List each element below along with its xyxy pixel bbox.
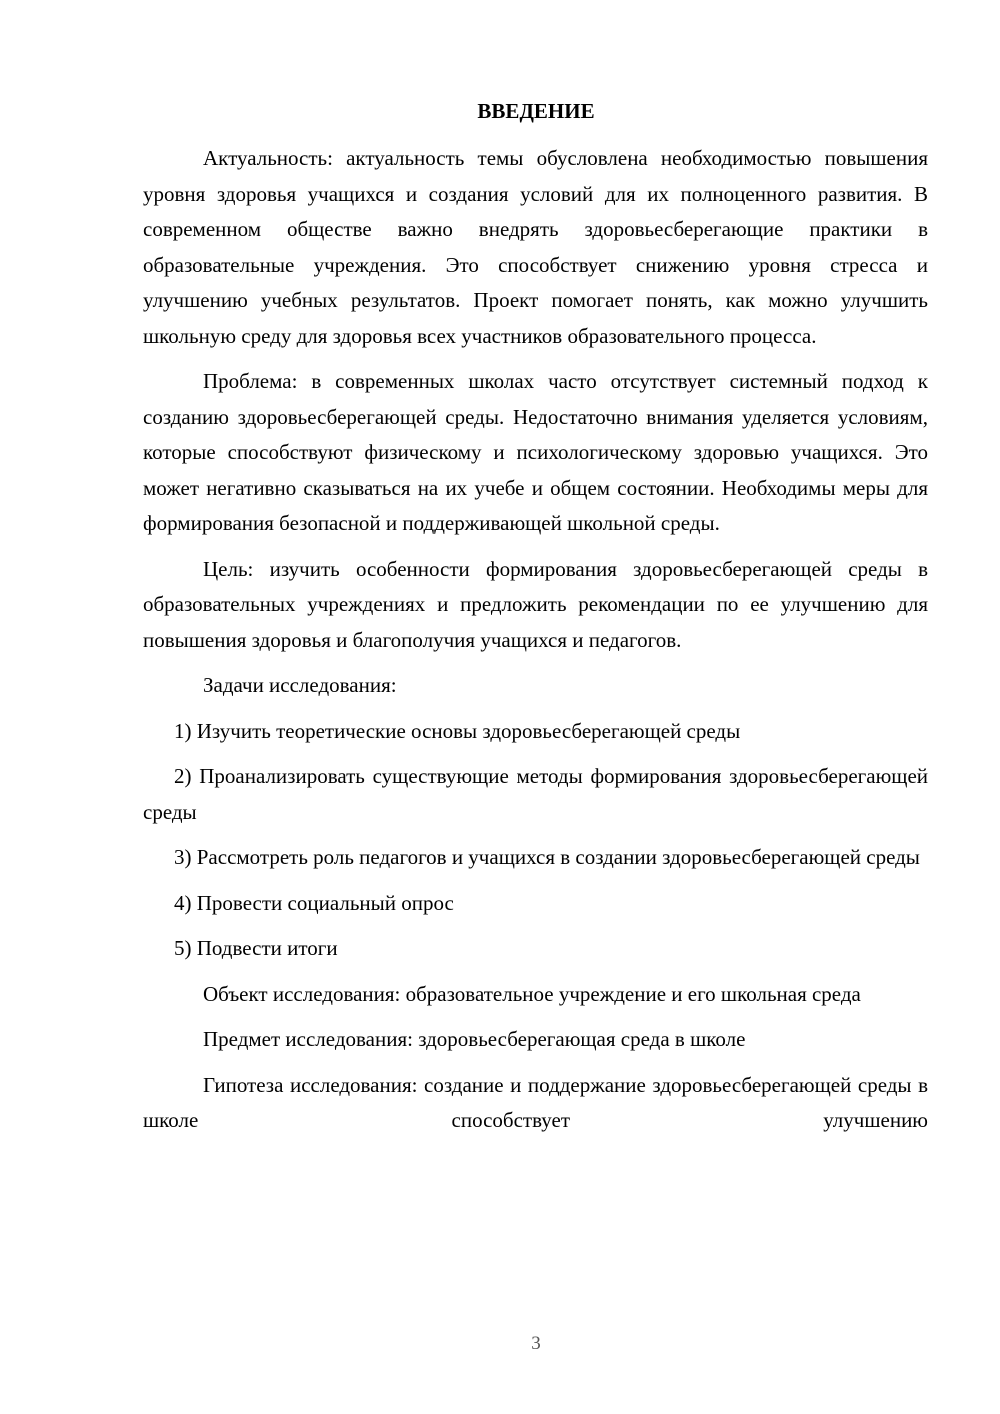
- task-item-3: 3) Рассмотреть роль педагогов и учащихся в создании здоровьесберегающей среды: [174, 845, 920, 869]
- page-number: 3: [531, 1333, 541, 1354]
- object-paragraph: Объект исследования: образовательное учреждение и его школьная среда: [203, 981, 861, 1006]
- task-item-1: 1) Изучить теоретические основы здоровьесберегающей среды: [174, 718, 741, 743]
- goal-paragraph: Цель: изучить особенности формирования здоровьесберегающей среды в образовательных учреждениях и предложить рекомендации по ее улучшению для повышения здоровья и благополучия учащихся и педагогов.: [143, 556, 928, 652]
- task-item-5: 5) Подвести итоги: [174, 936, 338, 960]
- section-title: ВВЕДЕНИЕ: [477, 99, 595, 123]
- relevance-paragraph: Актуальность: актуальность темы обусловлена необходимостью повышения уровня здоровья учащихся и создания условий для их полноценного развития. В современном обществе важно внедрять здоровьесберегающие практики в образовательные учреждения. Это способствует снижению уровня стресса и улучшению учебных результатов. Проект помогает понять, как можно улучшить школьную среду для здоровья всех участников образовательного процесса.: [143, 146, 928, 348]
- tasks-heading: Задачи исследования:: [203, 673, 397, 697]
- body-text: [143, 141, 928, 1139]
- task-item-4: 4) Провести социальный опрос: [174, 890, 454, 915]
- subject-paragraph: Предмет исследования: здоровьесберегающая среда в школе: [203, 1027, 746, 1051]
- hypothesis-paragraph: Гипотеза исследования: создание и поддержание здоровьесберегающей среды в школе способствует улучшению: [143, 1072, 928, 1132]
- task-item-2: 2) Проанализировать существующие методы формирования здоровьесберегающей среды: [143, 764, 928, 824]
- problem-paragraph: Проблема: в современных школах часто отсутствует системный подход к созданию здоровьесберегающей среды. Недостаточно внимания уделяется условиям, которые способствуют физическому и психологическому здоровью учащихся. Это может негативно сказываться на их учебе и общем состоянии. Необходимы меры для формирования безопасной и поддерживающей школьной среды.: [143, 369, 928, 535]
